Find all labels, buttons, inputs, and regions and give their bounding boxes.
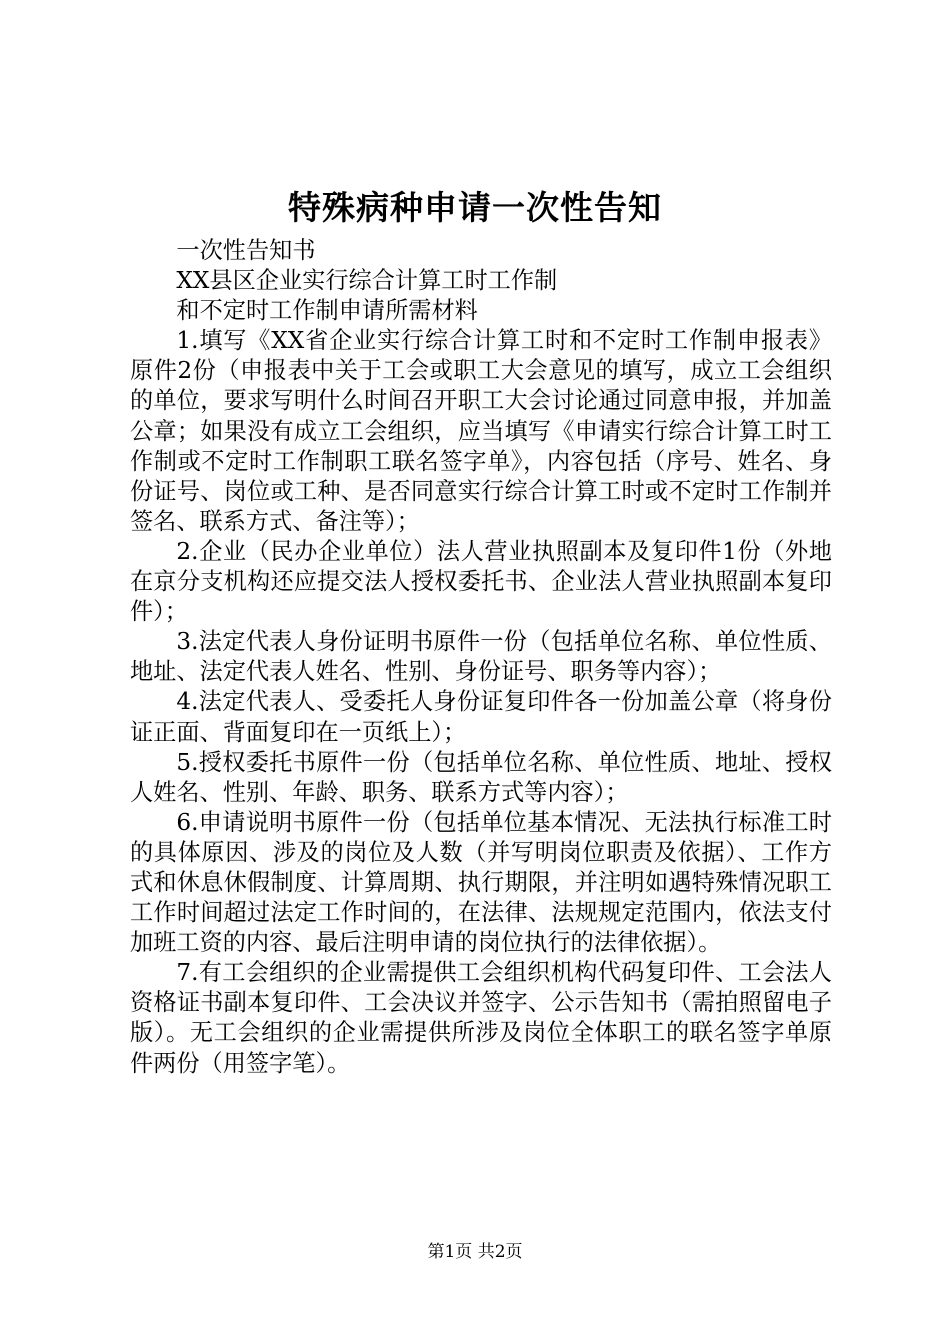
paragraph-item-3: 3.法定代表人身份证明书原件一份（包括单位名称、单位性质、地址、法定代表人姓名、性别、身份证号、职务等内容）； [130, 628, 832, 686]
paragraph-item-2: 2.企业（民办企业单位）法人营业执照副本及复印件1份（外地在京分支机构还应提交法人授权委托书、企业法人营业执照副本复印件）； [130, 537, 832, 626]
paragraph-heading-1: 一次性告知书 [176, 237, 316, 264]
paragraph-heading-3: 和不定时工作制申请所需材料 [176, 297, 478, 325]
paragraph-item-5: 5.授权委托书原件一份（包括单位名称、单位性质、地址、授权人姓名、性别、年龄、职务、联系方式等内容）； [130, 748, 832, 806]
paragraph-item-4: 4.法定代表人、受委托人身份证复印件各一份加盖公章（将身份证正面、背面复印在一页纸上）； [130, 688, 832, 746]
paragraph-item-6: 6.申请说明书原件一份（包括单位基本情况、无法执行标准工时的具体原因、涉及的岗位及人数（并写明岗位职责及依据）、工作方式和休息休假制度、计算周期、执行期限，并注明如遇特殊情况职工工作时间超过法定工作时间的，在法律、法规规定范围内，依法支付加班工资的内容、最后注明申请的岗位执行的法律依据）。 [130, 808, 832, 957]
paragraph-item-7: 7.有工会组织的企业需提供工会组织机构代码复印件、工会法人资格证书副本复印件、工会决议并签字、公示告知书（需拍照留电子版）。无工会组织的企业需提供所涉及岗位全体职工的联名签字单原件两份（用签字笔）。 [130, 959, 832, 1077]
paragraph-item-1: 1.填写《XX省企业实行综合计算工时和不定时工作制申报表》原件2份（申报表中关于工会或职工大会意见的填写，成立工会组织的单位，要求写明什么时间召开职工大会讨论通过同意申报，并加盖公章；如果没有成立工会组织，应当填写《申请实行综合计算工时工作制或不定时工作制职工联名签字单》，内容包括（序号、姓名、身份证号、岗位或工种、是否同意实行综合计算工时或不定时工作制并签名、联系方式、备注等）； [130, 327, 832, 535]
paragraph-heading-2: XX县区企业实行综合计算工时工作制 [176, 267, 558, 295]
document-body [130, 236, 832, 1079]
page-number-footer: 第1页 共2页 [427, 1242, 523, 1262]
document-title: 特殊病种申请一次性告知 [288, 188, 662, 227]
